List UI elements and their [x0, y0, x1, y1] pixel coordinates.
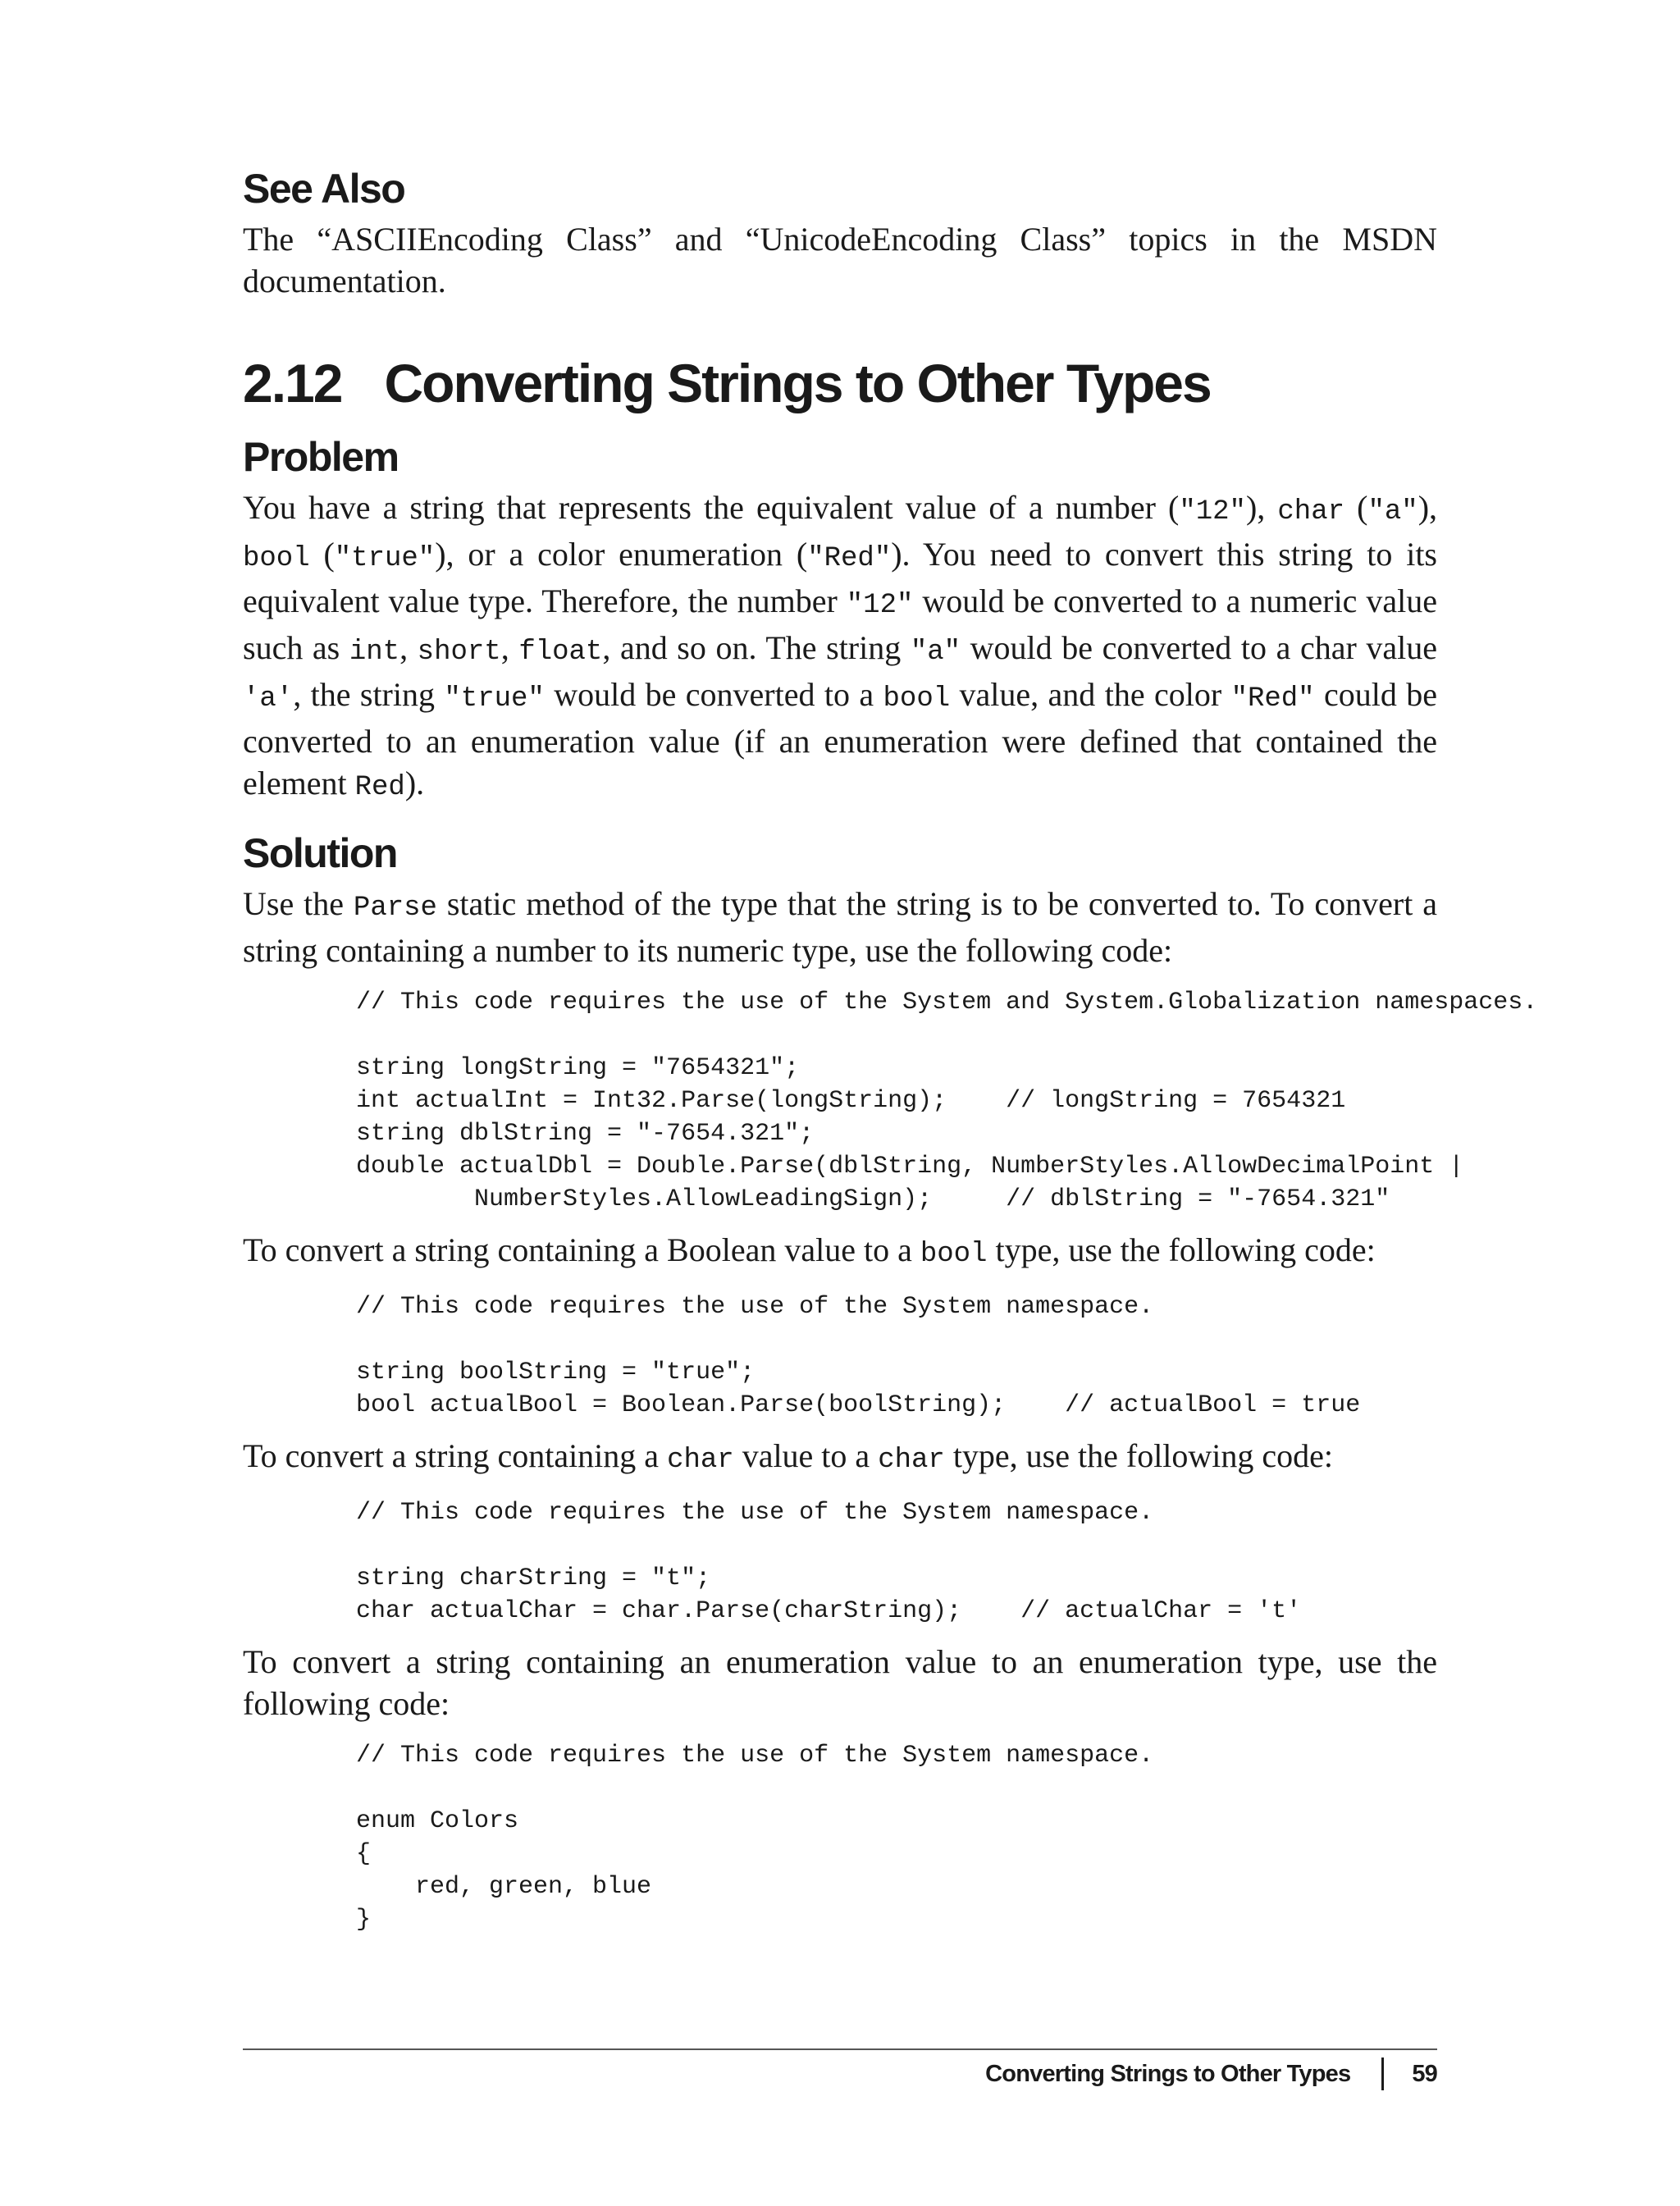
- code-block-numeric: // This code requires the use of the System and System.Globalization namespaces. string longString = "7654321"; int actualInt = Int32.Parse(longString); // longString = 7654321 string dblString = "-7654.321"; double actualDbl = Double.Parse(dblString, NumberStyles.AllowDecimalPoint | NumberStyles.AllowLeadingSign); // dblString = "-7654.321": [356, 989, 1538, 1214]
- running-title: Converting Strings to Other Types: [985, 2060, 1351, 2087]
- problem-paragraph: You have a string that represents the equivalent value of a number ("12"), char ("a"), bool ("true"), or a color enumeration ("Red"). You need to convert this string to its equivalent value type. Therefore, the number "12" would be converted to a numeric value such as int, short, float, and so on. The string "a" would be converted to a char value 'a', the string "true" would be converted to a bool value, and the color "Red" could be converted to an enumeration value (if an enumeration were defined that contained the element Red).: [243, 489, 1438, 804]
- footer-rule: [243, 2048, 1437, 2050]
- see-also-heading: See Also: [243, 166, 405, 212]
- page-footer: [985, 2058, 1437, 2090]
- solution-heading: Solution: [243, 830, 397, 877]
- section-title: Converting Strings to Other Types: [384, 353, 1211, 413]
- footer-separator: [1381, 2058, 1384, 2090]
- page-number: 59: [1412, 2060, 1437, 2087]
- problem-heading: Problem: [243, 434, 399, 481]
- code-block-enum: // This code requires the use of the System namespace. enum Colors { red, green, blue }: [356, 1742, 1154, 1934]
- code-block-char: // This code requires the use of the System namespace. string charString = "t"; char actualChar = char.Parse(charString); // actualChar = 't': [356, 1499, 1302, 1626]
- bool-paragraph: To convert a string containing a Boolean value to a bool type, use the following code:: [243, 1231, 1376, 1271]
- solution-intro: Use the Parse static method of the type that the string is to be converted to. To convert a string containing a number to its numeric type, use the following code:: [243, 885, 1437, 970]
- enum-paragraph: To convert a string containing an enumeration value to an enumeration type, use the following code:: [243, 1643, 1437, 1723]
- section-heading: [243, 351, 1437, 416]
- code-block-bool: // This code requires the use of the System namespace. string boolString = "true"; bool actualBool = Boolean.Parse(boolString); // actualBool = true: [356, 1293, 1361, 1420]
- char-paragraph: To convert a string containing a char value to a char type, use the following code:: [243, 1437, 1334, 1477]
- see-also-text: The “ASCIIEncoding Class” and “UnicodeEncoding Class” topics in the MSDN documentation.: [243, 221, 1437, 299]
- section-number: 2.12: [243, 353, 342, 413]
- page-content: [243, 164, 1538, 1936]
